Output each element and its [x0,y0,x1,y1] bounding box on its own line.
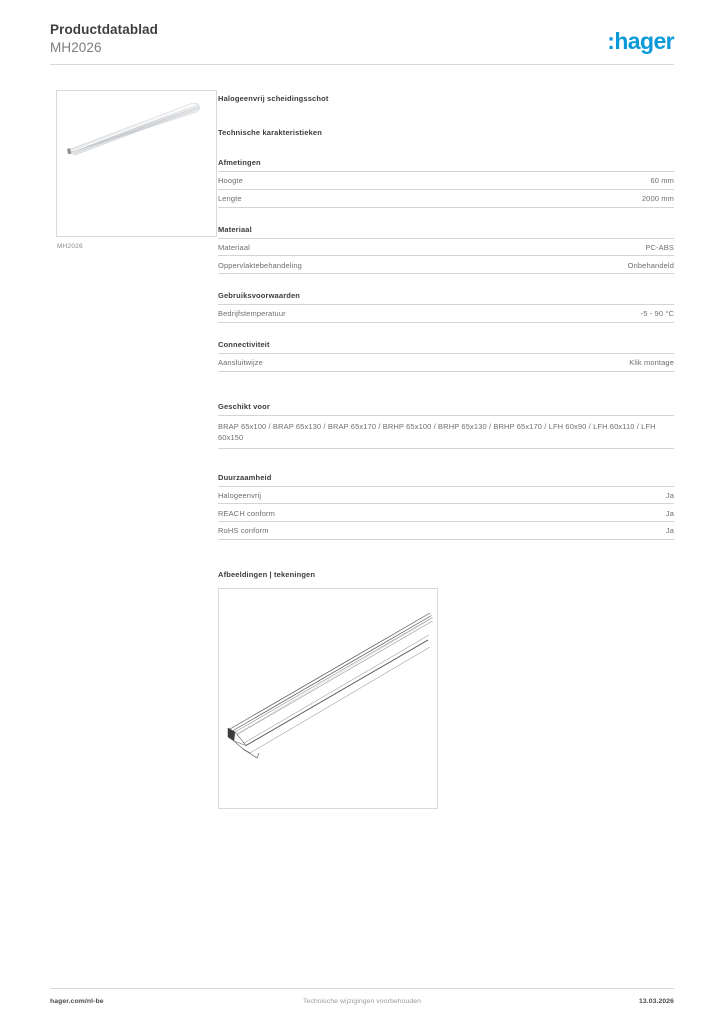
table-row [218,256,674,274]
spec-label: Hoogte [218,176,243,186]
section-title: Geschikt voor [218,402,674,416]
spec-label: Oppervlaktebehandeling [218,260,302,270]
spec-section-gebruiksvoorwaarden [218,291,674,323]
hager-logo: :hager [607,28,674,54]
spec-label: Aansluitwijze [218,358,263,368]
technical-characteristics-heading: Technische karakteristieken [218,128,322,137]
section-title: Afmetingen [218,158,674,172]
footer-website-link[interactable]: hager.com/nl-be [50,998,104,1005]
product-photo-caption: MH2026 [57,243,83,250]
spec-section-afmetingen [218,158,674,208]
spec-value: 60 mm [650,176,674,186]
table-row [218,305,674,323]
spec-label: Lengte [218,193,242,203]
spec-value: PC-ABS [645,242,674,252]
spec-value: Onbehandeld [627,260,674,270]
spec-value: Ja [665,490,674,500]
header-divider [50,64,674,65]
spec-label: Materiaal [218,242,250,252]
spec-label: Bedrijfstemperatuur [218,309,286,319]
footer-date: 13.03.2026 [638,998,674,1005]
page-footer [50,998,674,1012]
table-row [218,239,674,257]
spec-label: RoHS conform [218,526,269,536]
header-titles [50,22,158,56]
spec-value: Ja [665,508,674,518]
spec-value: 2000 mm [641,193,674,203]
section-title: Duurzaamheid [218,473,674,487]
spec-section-connectiviteit [218,340,674,372]
section-title: Gebruiksvoorwaarden [218,291,674,305]
spec-section-geschikt-voor [218,402,674,449]
footer-divider [50,988,674,989]
spec-label: Halogeenvrij [218,490,262,500]
product-name: Halogeenvrij scheidingsschot [218,94,329,103]
spec-section-duurzaamheid [218,473,674,540]
table-row [218,190,674,208]
spec-value: Ja [665,526,674,536]
section-title: Connectiviteit [218,340,674,354]
table-row [218,522,674,540]
document-type-title: Productdatablad [50,22,159,37]
table-row [218,172,674,190]
page-header [50,22,674,60]
table-row [218,487,674,505]
table-row [218,504,674,522]
section-title: Materiaal [218,225,674,239]
footer-disclaimer: Technische wijzigingen voorbehouden [303,998,421,1005]
spec-content [218,94,674,809]
product-code-subtitle: MH2026 [50,40,102,55]
spec-value: -5 - 90 °C [640,309,674,319]
spec-label: REACH conform [218,508,275,518]
compatible-products-list: BRAP 65x100 / BRAP 65x130 / BRAP 65x170 / BRHP 65x100 / BRHP 65x130 / BRHP 65x170 / LFH 60x90 / LFH 60x110 / LFH 60x150 [218,416,674,449]
table-row [218,354,674,372]
spec-section-materiaal [218,225,674,275]
spec-value: Klik montage [629,358,674,368]
technical-drawing [218,588,438,809]
drawings-heading: Afbeeldingen | tekeningen [218,570,316,580]
product-photo [56,90,217,237]
drawings-block [218,570,674,809]
